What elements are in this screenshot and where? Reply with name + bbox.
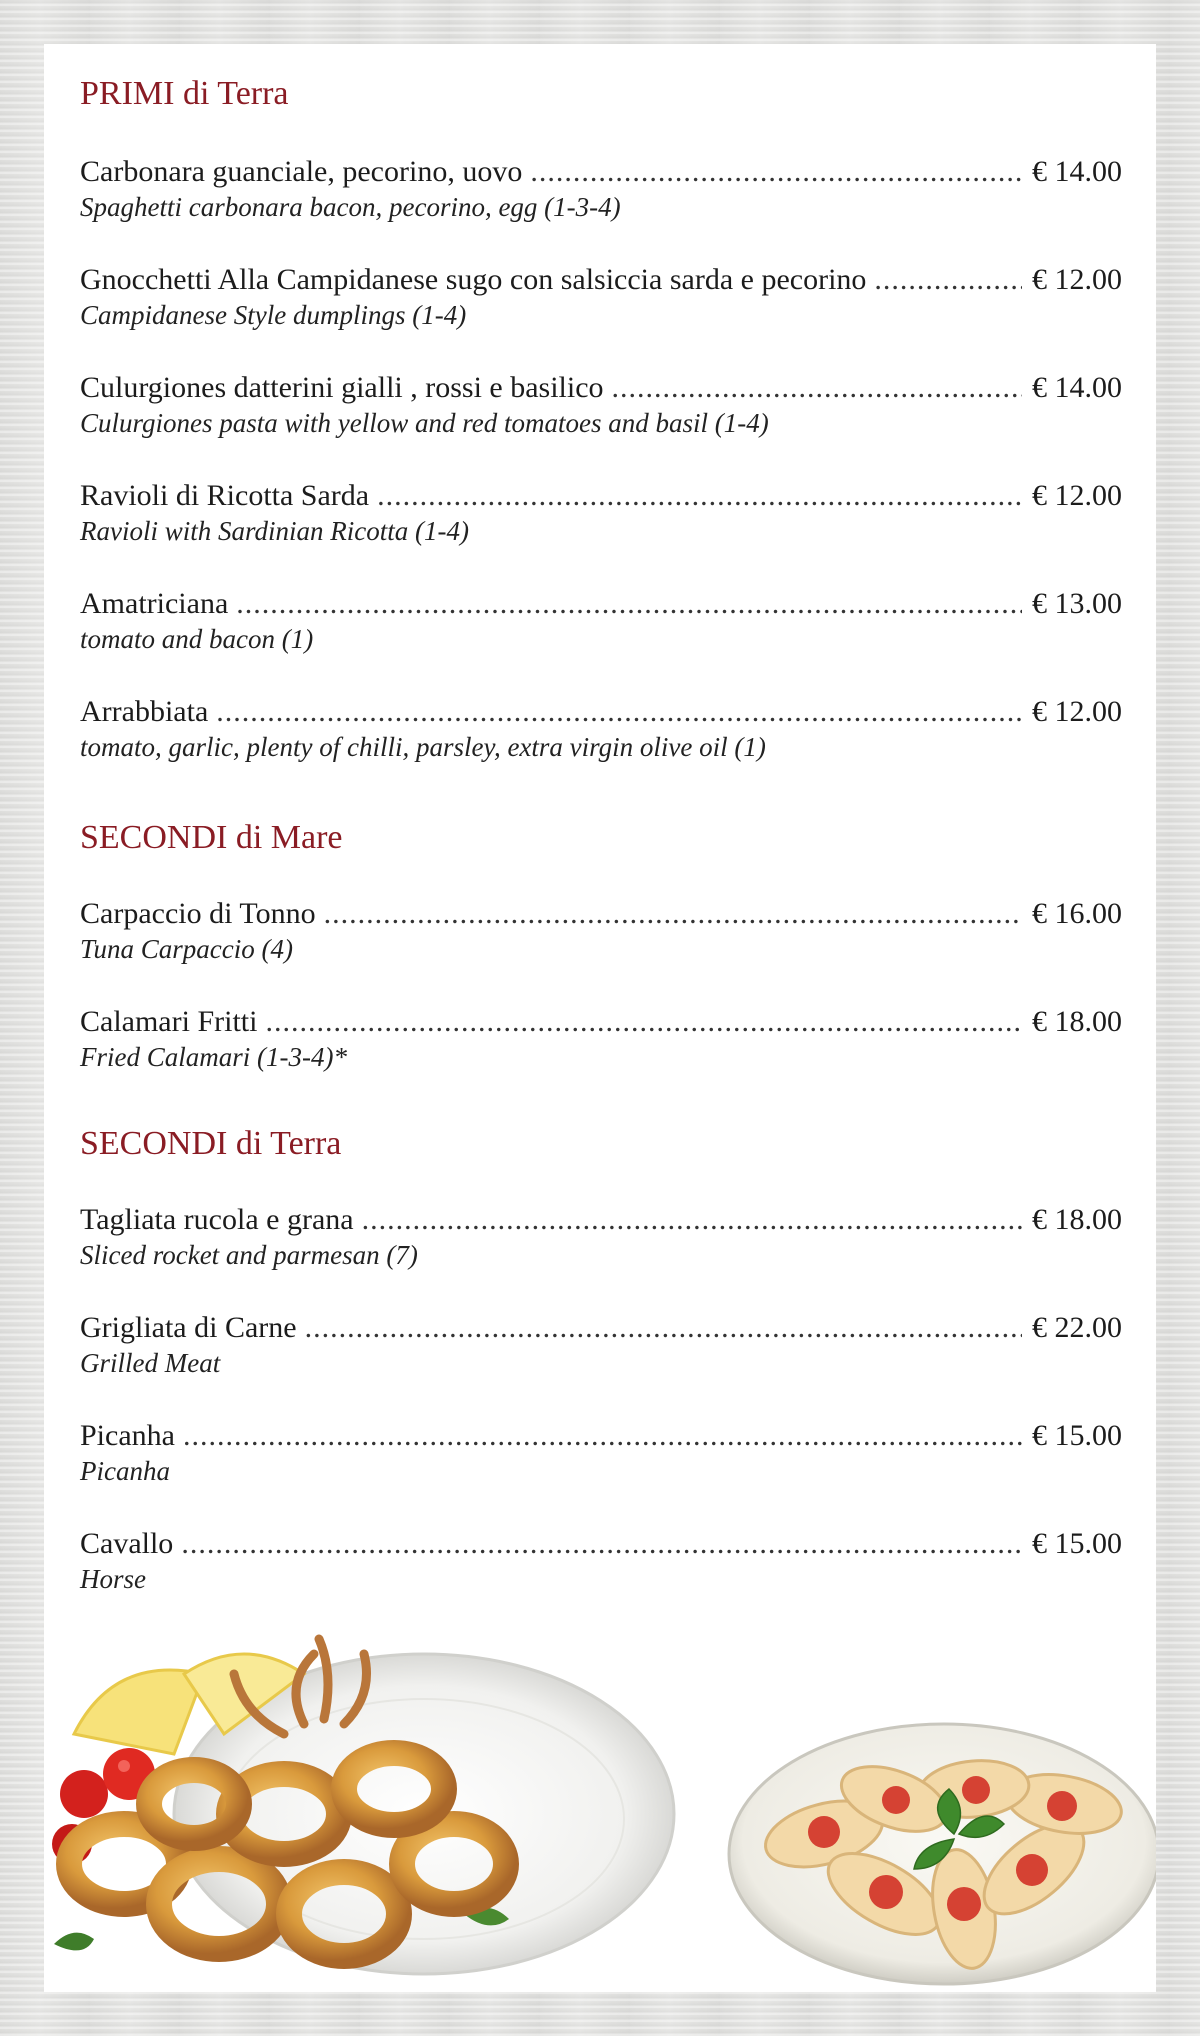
item-description: Spaghetti carbonara bacon, pecorino, egg (1-3-4)	[80, 192, 621, 222]
menu-item	[80, 1310, 1122, 1380]
item-name: Picanha	[80, 1419, 175, 1452]
menu-item	[80, 1202, 1122, 1272]
item-price: € 18.00	[1032, 1203, 1122, 1236]
fried-calamari-photo	[44, 1614, 704, 1992]
item-name: Gnocchetti Alla Campidanese sugo con salsiccia sarda e pecorino	[80, 263, 867, 296]
item-name: Culurgiones datterini gialli , rossi e basilico	[80, 371, 604, 404]
dot-leader	[305, 1310, 1022, 1346]
dot-leader	[377, 478, 1022, 514]
dot-leader	[530, 154, 1022, 190]
section-title-secondi-mare: SECONDI di Mare	[80, 819, 343, 856]
item-description: Horse	[80, 1564, 146, 1594]
item-price: € 12.00	[1032, 263, 1122, 296]
dot-leader	[216, 694, 1022, 730]
item-name: Carpaccio di Tonno	[80, 897, 316, 930]
item-name: Amatriciana	[80, 587, 229, 620]
menu-item	[80, 262, 1122, 332]
item-price: € 22.00	[1032, 1311, 1122, 1344]
item-description: Fried Calamari (1-3-4)*	[80, 1042, 347, 1072]
item-price: € 13.00	[1032, 587, 1122, 620]
menu-item	[80, 1004, 1122, 1074]
item-description: Picanha	[80, 1456, 170, 1486]
dot-leader	[324, 896, 1022, 932]
item-description: Sliced rocket and parmesan (7)	[80, 1240, 418, 1270]
item-price: € 18.00	[1032, 1005, 1122, 1038]
item-price: € 15.00	[1032, 1527, 1122, 1560]
dot-leader	[612, 370, 1022, 406]
item-price: € 12.00	[1032, 479, 1122, 512]
item-description: Culurgiones pasta with yellow and red tomatoes and basil (1-4)	[80, 408, 769, 438]
dot-leader	[181, 1526, 1022, 1562]
item-name: Grigliata di Carne	[80, 1311, 297, 1344]
menu-item	[80, 694, 1122, 764]
section-title-primi-terra: PRIMI di Terra	[80, 75, 289, 112]
dot-leader	[236, 586, 1022, 622]
section-title-secondi-terra: SECONDI di Terra	[80, 1125, 342, 1162]
dot-leader	[874, 262, 1022, 298]
menu-item	[80, 1418, 1122, 1488]
menu-page	[44, 44, 1156, 1992]
item-price: € 12.00	[1032, 695, 1122, 728]
item-name: Calamari Fritti	[80, 1005, 258, 1038]
menu-item	[80, 478, 1122, 548]
menu-item	[80, 370, 1122, 440]
item-price: € 14.00	[1032, 155, 1122, 188]
menu-item	[80, 1526, 1122, 1596]
menu-item	[80, 154, 1122, 224]
item-description: tomato and bacon (1)	[80, 624, 314, 654]
item-price: € 14.00	[1032, 371, 1122, 404]
dot-leader	[362, 1202, 1022, 1238]
item-name: Tagliata rucola e grana	[80, 1203, 354, 1236]
item-description: Campidanese Style dumplings (1-4)	[80, 300, 467, 330]
item-price: € 15.00	[1032, 1419, 1122, 1452]
item-description: Grilled Meat	[80, 1348, 221, 1378]
item-name: Cavallo	[80, 1527, 174, 1560]
item-name: Arrabbiata	[80, 695, 209, 728]
item-name: Ravioli di Ricotta Sarda	[80, 479, 370, 512]
menu-item	[80, 896, 1122, 966]
dot-leader	[265, 1004, 1022, 1040]
item-description: Tuna Carpaccio (4)	[80, 934, 293, 964]
menu-item	[80, 586, 1122, 656]
item-name: Carbonara guanciale, pecorino, uovo	[80, 155, 523, 188]
item-description: tomato, garlic, plenty of chilli, parsley, extra virgin olive oil (1)	[80, 732, 766, 762]
item-price: € 16.00	[1032, 897, 1122, 930]
culurgiones-tomato-photo	[714, 1704, 1156, 1992]
dot-leader	[183, 1418, 1022, 1454]
item-description: Ravioli with Sardinian Ricotta (1-4)	[80, 516, 469, 546]
